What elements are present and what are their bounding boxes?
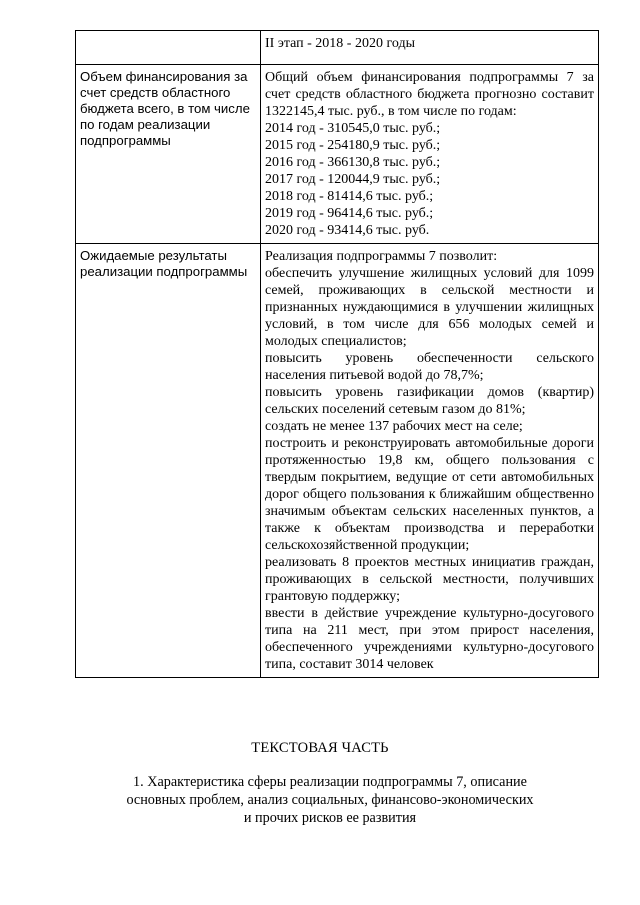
funding-label: Объем финансирования за счет средств областного бюджета всего, в том числе по годам реализации подпрограммы (76, 65, 261, 244)
funding-year-2014: 2014 год - 310545,0 тыс. руб.; (265, 121, 441, 136)
results-row (76, 244, 599, 678)
funding-year-2020: 2020 год - 93414,6 тыс. руб. (265, 223, 430, 238)
funding-year-2015: 2015 год - 254180,9 тыс. руб.; (265, 138, 441, 153)
passport-table (75, 30, 599, 678)
funding-year-2017: 2017 год - 120044,9 тыс. руб.; (265, 172, 441, 187)
results-item: построить и реконструировать автомобильные дороги протяженностью 19,8 км, общего пользования с твердым покрытием, ведущие от сети автомобильных дорог общего пользования к ближайшим общественно значимым объектам сельских населенных пунктов, а также к объектам производства и переработки сельскохозяйственной продукции; (265, 436, 594, 553)
funding-year-2016: 2016 год - 366130,8 тыс. руб.; (265, 155, 441, 170)
funding-content (261, 65, 599, 244)
section-title (110, 773, 550, 827)
results-item: создать не менее 137 рабочих мест на селе; (265, 419, 523, 434)
results-label: Ожидаемые результаты реализации подпрограммы (76, 244, 261, 678)
results-content (261, 244, 599, 678)
results-item: повысить уровень обеспеченности сельского населения питьевой водой до 78,7%; (265, 351, 594, 383)
funding-year-2018: 2018 год - 81414,6 тыс. руб.; (265, 189, 434, 204)
funding-year-2019: 2019 год - 96414,6 тыс. руб.; (265, 206, 434, 221)
results-item: обеспечить улучшение жилищных условий для 1099 семей, проживающих в сельской местности и признанных нуждающимися в улучшении жилищных условий, в том числе для 656 молодых семей и молодых специалистов; (265, 266, 594, 349)
stage-row (76, 31, 599, 65)
stage-row-left-cell (76, 31, 261, 65)
stage-row-right-cell: II этап - 2018 - 2020 годы (261, 31, 599, 65)
funding-row (76, 65, 599, 244)
results-intro: Реализация подпрограммы 7 позволит: (265, 249, 498, 264)
results-item: повысить уровень газификации домов (квартир) сельских поселений сетевым газом до 81%; (265, 385, 594, 417)
results-item: ввести в действие учреждение культурно-досугового типа на 211 мест, при этом прирост населения, обеспеченного учреждениями культурно-досугового типа, составит 3014 человек (265, 606, 594, 672)
funding-intro: Общий объем финансирования подпрограммы 7 за счет средств областного бюджета прогнозно составит 1322145,4 тыс. руб., в том числе по годам: (265, 70, 594, 119)
results-item: реализовать 8 проектов местных инициатив граждан, проживающих в сельской местности, получивших грантовую поддержку; (265, 555, 594, 604)
text-part-heading: ТЕКСТОВАЯ ЧАСТЬ (251, 740, 389, 756)
section-title-line: основных проблем, анализ социальных, финансово-экономических (126, 792, 534, 808)
section-title-line: 1. Характеристика сферы реализации подпрограммы 7, описание (133, 774, 527, 790)
section-title-line: и прочих рисков ее развития (243, 810, 417, 826)
